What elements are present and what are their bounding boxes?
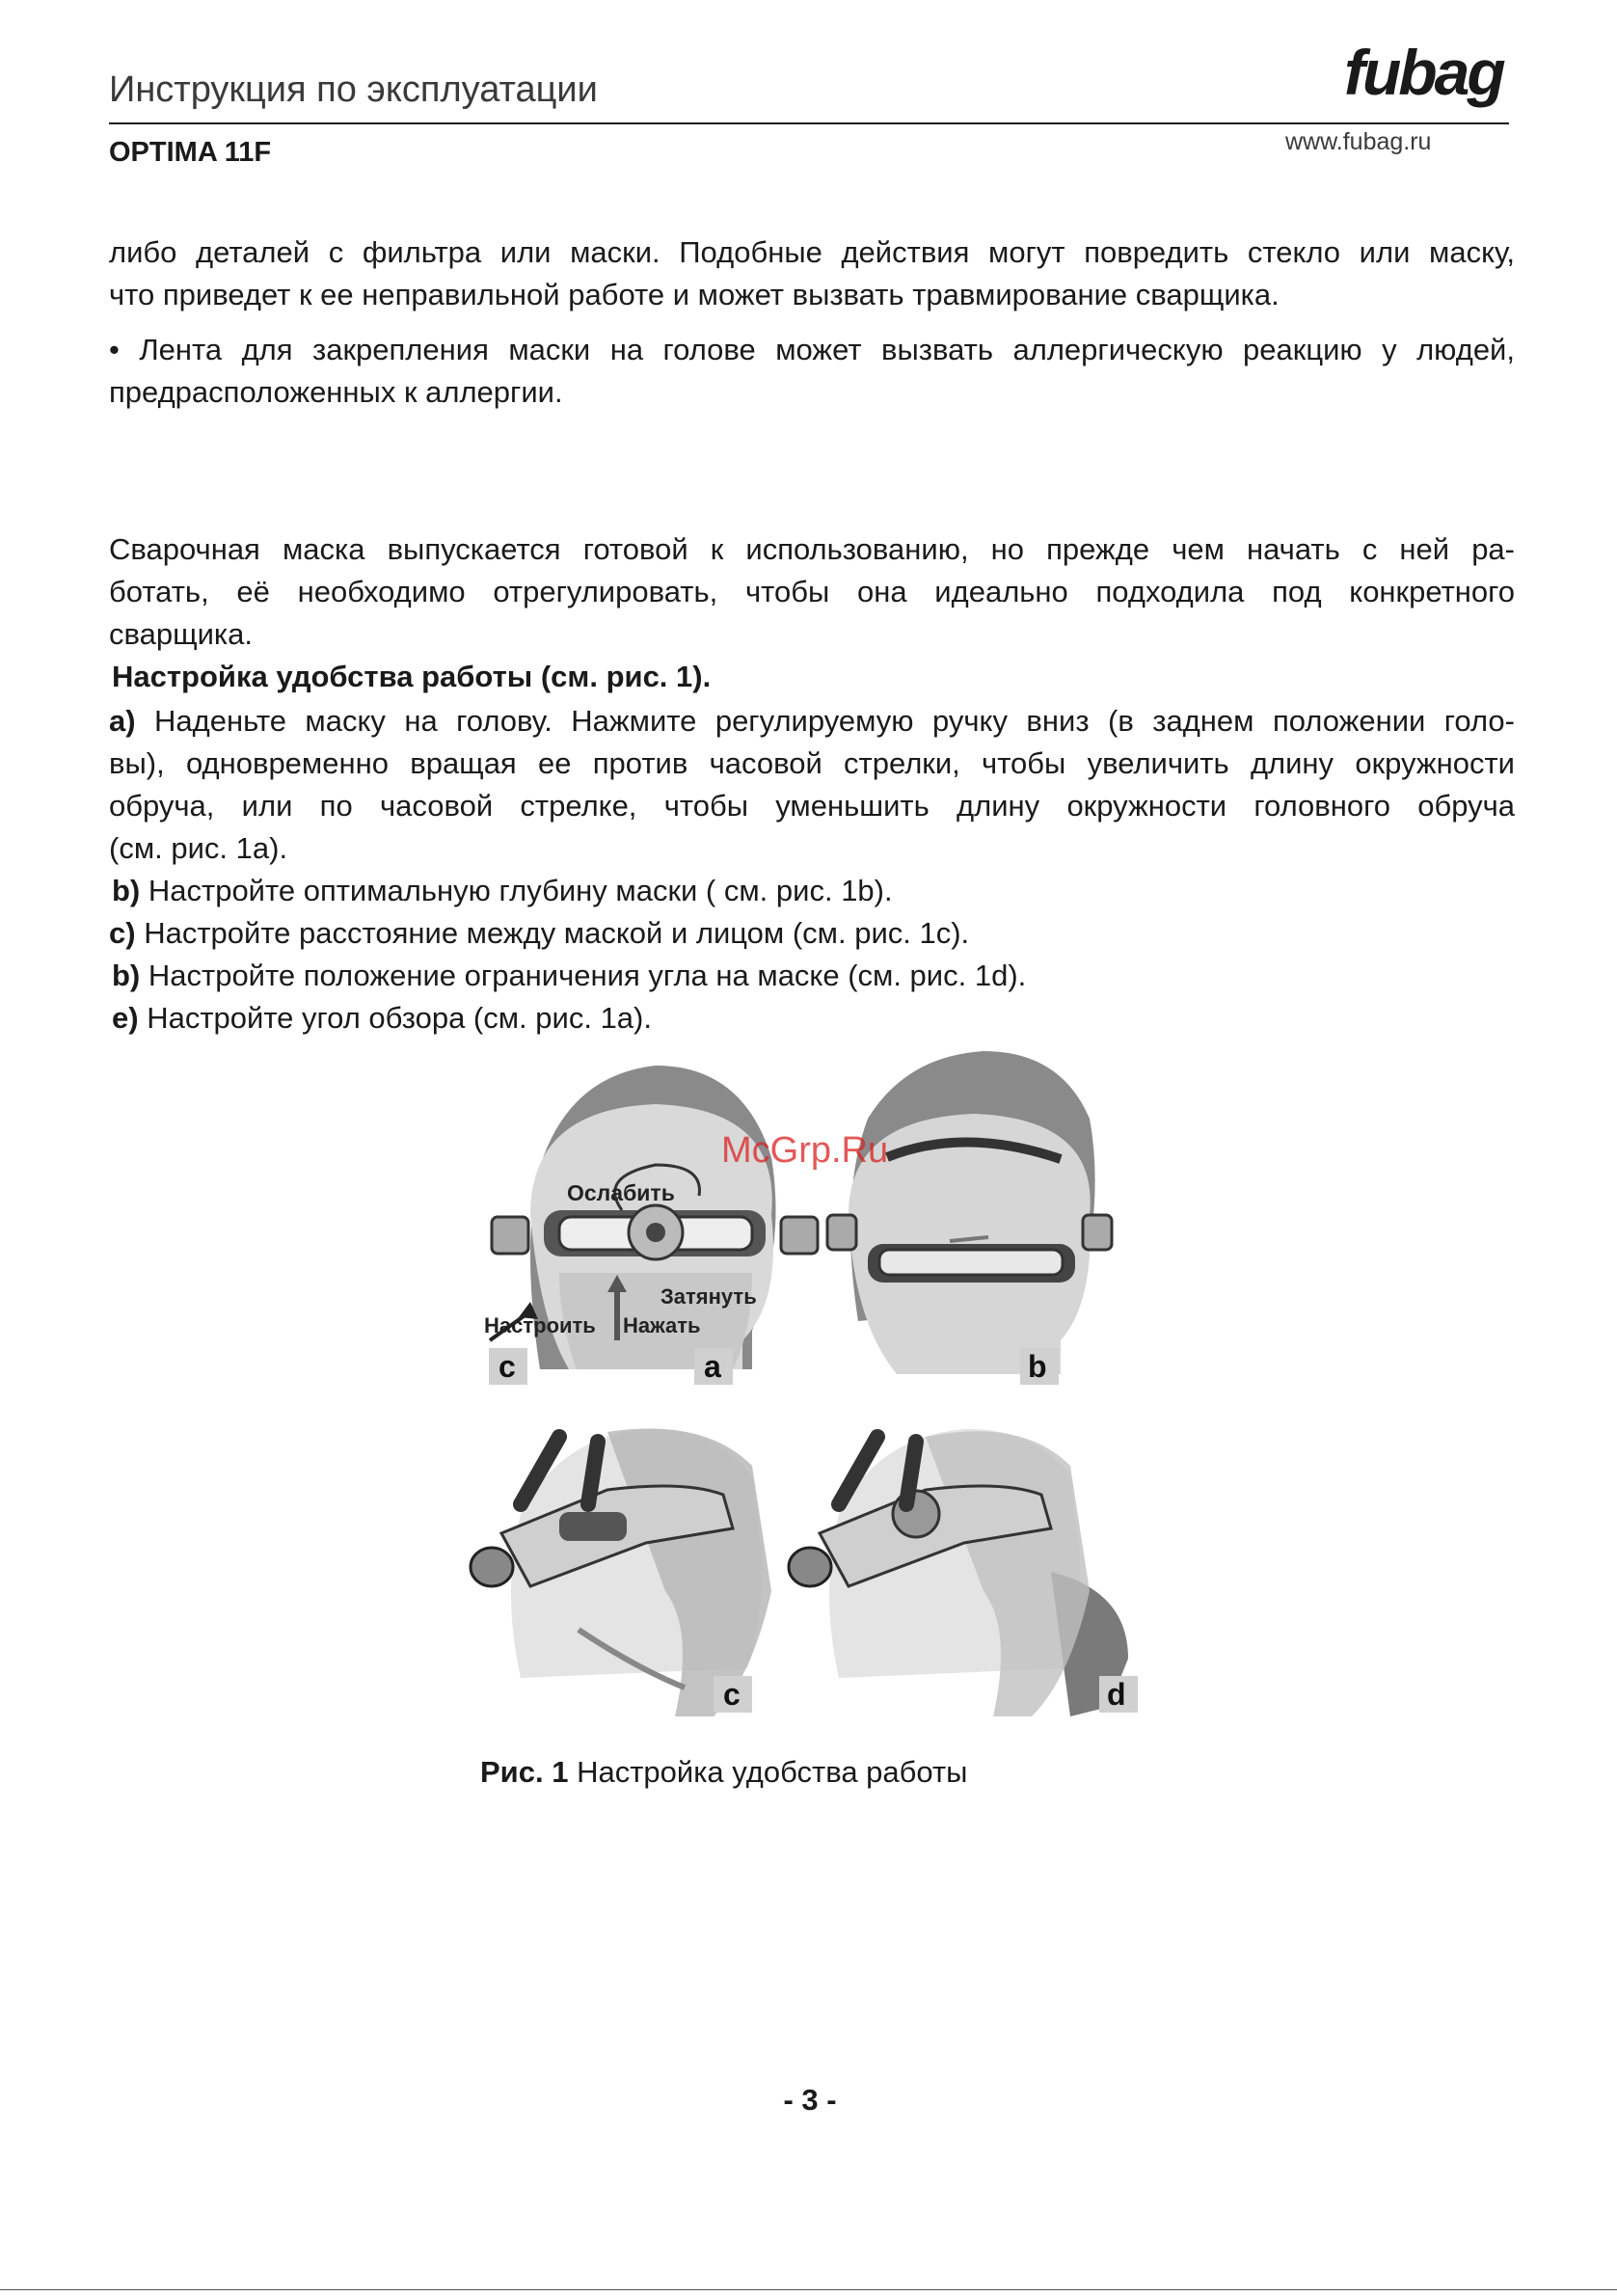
- allergy-text: Лента для закрепления маски на голове может вызвать аллергическую реакцию у людей,: [139, 333, 1515, 366]
- tag-b: b: [1028, 1349, 1047, 1384]
- bullet-icon: •: [109, 333, 120, 366]
- fubag-logo: [1338, 29, 1512, 125]
- intro-line-1: Сварочная маска выпускается готовой к использованию, но прежде чем начать с ней ра-: [109, 532, 1515, 566]
- step-c-text: Настройте расстояние между маской и лицом (см. рис. 1c).: [135, 916, 970, 950]
- label-loosen: Ослабить: [567, 1180, 675, 1205]
- warning-line-1: либо деталей с фильтра или маски. Подобные действия могут повредить стекло или маску,: [109, 235, 1515, 269]
- tag-c2: c: [723, 1677, 741, 1712]
- header-divider: [109, 122, 1509, 124]
- caption-text: Настройка удобства работы: [568, 1755, 968, 1789]
- caption-label: Рис. 1: [480, 1755, 569, 1789]
- warning-line-2: что приведет к ее неправильной работе и может вызвать травмирование сварщика.: [109, 278, 1280, 311]
- intro-line-2: ботать, её необходимо отрегулировать, чтобы она идеально подходила под конкретного: [109, 575, 1515, 608]
- step-a-line-2: вы), одновременно вращая ее против часовой стрелки, чтобы увеличить длину окружности: [109, 746, 1515, 780]
- label-adjust: Настроить: [484, 1313, 596, 1337]
- tag-c: c: [499, 1349, 516, 1384]
- logo-text: fubag: [1344, 37, 1503, 108]
- step-d-label: b): [112, 959, 141, 992]
- tag-a: a: [704, 1349, 721, 1384]
- bottom-edge-line: [0, 2289, 1617, 2290]
- allergy-bullet-line-2: предрасположенных к аллергии.: [109, 375, 563, 409]
- watermark: McGrp.Ru: [721, 1130, 889, 1171]
- panel-c-illustration: [471, 1429, 771, 1716]
- step-a-line-3: обруча, или по часовой стрелке, чтобы уменьшить длину окружности головного обруча: [109, 789, 1515, 823]
- website-link[interactable]: www.fubag.ru: [1285, 128, 1432, 155]
- step-a-label: a): [109, 704, 136, 738]
- step-b-label: b): [112, 874, 141, 907]
- step-e-label: e): [112, 1001, 139, 1035]
- headgear-adjustment-figure: [463, 1051, 1196, 1774]
- label-tighten: Затянуть: [660, 1284, 757, 1309]
- intro-line-3: сварщика.: [109, 617, 254, 651]
- step-e-text: Настройте угол обзора (см. рис. 1a).: [138, 1001, 652, 1035]
- model-name: OPTIMA 11F: [109, 137, 272, 168]
- panel-b-illustration: [827, 1051, 1112, 1374]
- document-title: Инструкция по эксплуатации: [109, 69, 598, 110]
- step-a-line-4: (см. рис. 1a).: [109, 831, 288, 865]
- step-b: [112, 870, 1518, 912]
- step-c: [109, 912, 1515, 955]
- step-d: [112, 955, 1518, 997]
- step-b-text: Настройте оптимальную глубину маски ( см. рис. 1b).: [140, 874, 893, 907]
- step-c-label: c): [109, 916, 136, 950]
- allergy-bullet-line-1: [109, 329, 1515, 371]
- section-heading: Настройка удобства работы (см. рис. 1).: [112, 660, 712, 693]
- page-number: - 3 -: [783, 2083, 837, 2117]
- label-press: Нажать: [623, 1313, 701, 1337]
- step-e: [112, 997, 1518, 1040]
- step-d-text: Настройте положение ограничения угла на маске (см. рис. 1d).: [140, 959, 1027, 992]
- figure-caption: [480, 1755, 967, 1790]
- step-a-line-1: [109, 700, 1515, 743]
- tag-d: d: [1107, 1677, 1126, 1712]
- panel-d-illustration: [789, 1429, 1128, 1716]
- step-a-text: Наденьте маску на голову. Нажмите регулируемую ручку вниз (в заднем положении голо-: [135, 704, 1515, 738]
